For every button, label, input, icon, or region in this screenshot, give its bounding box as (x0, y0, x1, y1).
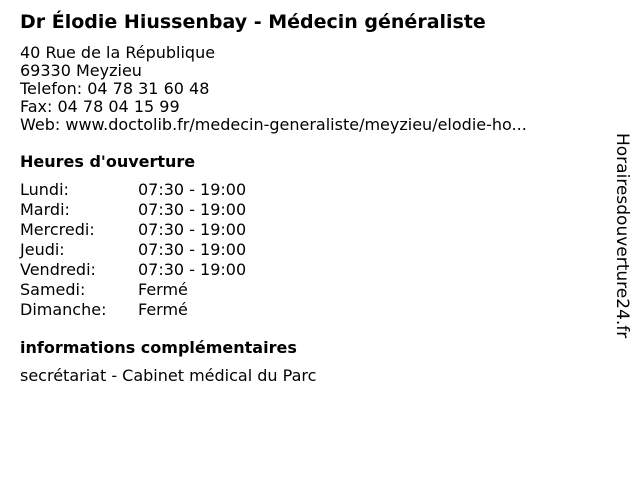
hours-day: Jeudi: (20, 240, 65, 259)
hours-time: Fermé (138, 280, 188, 299)
address-street: 40 Rue de la République (20, 43, 216, 62)
additional-info-text: secrétariat - Cabinet médical du Parc (20, 366, 317, 385)
hours-time: 07:30 - 19:00 (138, 180, 247, 199)
hours-time: 07:30 - 19:00 (138, 260, 247, 279)
hours-row-sunday (20, 300, 600, 320)
hours-day: Lundi: (20, 180, 69, 199)
hours-day: Mercredi: (20, 220, 95, 239)
hours-day: Dimanche: (20, 300, 107, 319)
opening-hours-title: Heures d'ouverture (20, 152, 196, 171)
hours-day: Mardi: (20, 200, 70, 219)
hours-row-tuesday (20, 200, 600, 220)
hours-day: Samedi: (20, 280, 86, 299)
listing-content (20, 10, 600, 386)
hours-time: 07:30 - 19:00 (138, 220, 247, 239)
watermark-text: Horairesdouverture24.fr (612, 133, 632, 339)
hours-day: Vendredi: (20, 260, 96, 279)
hours-row-wednesday (20, 220, 600, 240)
hours-time: Fermé (138, 300, 188, 319)
hours-time: 07:30 - 19:00 (138, 200, 247, 219)
address-block (20, 44, 600, 134)
watermark (612, 133, 632, 373)
additional-info-title: informations complémentaires (20, 338, 297, 357)
website-link[interactable]: Web: www.doctolib.fr/medecin-generaliste/meyzieu/elodie-ho... (20, 116, 527, 134)
hours-row-thursday (20, 240, 600, 260)
opening-hours-table (20, 180, 600, 320)
fax-number: Fax: 04 78 04 15 99 (20, 97, 180, 116)
page-title: Dr Élodie Hiussenbay - Médecin généraliste (20, 11, 486, 33)
address-city: 69330 Meyzieu (20, 61, 142, 80)
hours-row-saturday (20, 280, 600, 300)
phone-number: Telefon: 04 78 31 60 48 (20, 79, 210, 98)
hours-time: 07:30 - 19:00 (138, 240, 247, 259)
hours-row-monday (20, 180, 600, 200)
hours-row-friday (20, 260, 600, 280)
